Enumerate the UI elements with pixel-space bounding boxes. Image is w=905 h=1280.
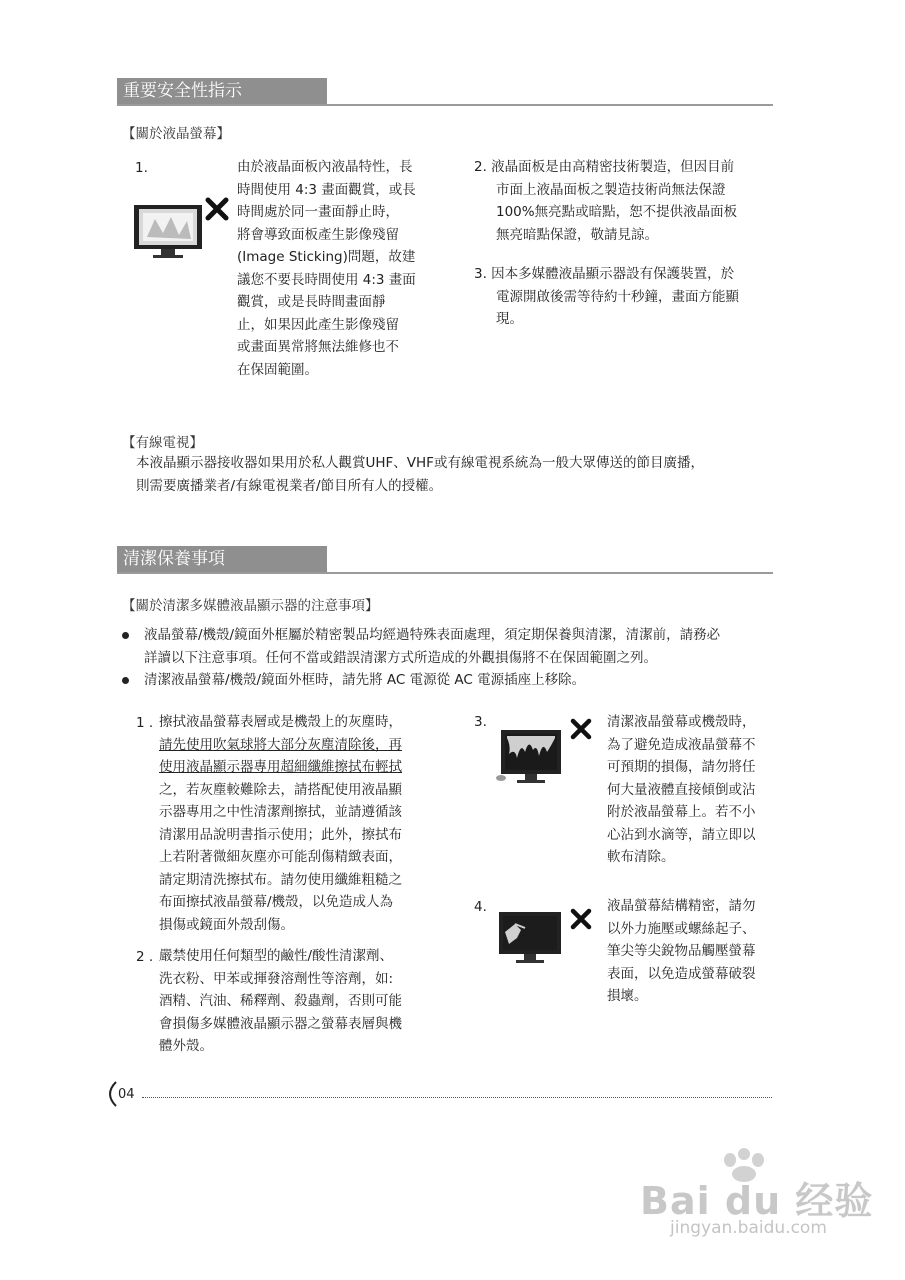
item-number: 1 . <box>136 715 154 731</box>
item-number: 2 . <box>136 949 154 965</box>
page-number: 04 <box>118 1087 135 1102</box>
x-mark-icon <box>204 196 230 226</box>
clean-item3-text: 清潔液晶螢幕或機殼時， 為了避免造成液晶螢幕不 可預期的損傷，請勿將任 何大量液體直接傾倒或沾 附於液晶螢幕上。若不小 心沾到水滴等，請立即以 軟布清除。 <box>607 714 756 865</box>
monitor-icon <box>133 203 203 261</box>
monitor-icon <box>495 910 565 968</box>
section-title-safety: 重要安全性指示 <box>117 78 327 104</box>
bullet-item: 液晶螢幕/機殼/鏡面外框屬於精密製品均經過特殊表面處理，須定期保養與清潔，清潔前，請務必 詳讀以下注意事項。任何不當或錯誤清潔方式所造成的外觀損傷將不在保固範圍之列。 <box>144 627 721 666</box>
cleaning-label: 【關於清潔多媒體液晶顯示器的注意事項】 <box>122 598 379 614</box>
cable-label: 【有線電視】 <box>122 435 203 451</box>
clean-item4-text: 液晶螢幕結構精密，請勿 以外力施壓或螺絲起子、 筆尖等尖銳物品觸壓螢幕 表面，以免造成螢幕破裂 損壞。 <box>607 898 756 1004</box>
clean-item2-text: 嚴禁使用任何類型的鹼性/酸性清潔劑、 洗衣粉、甲苯或揮發溶劑性等溶劑，如: 酒精、汽油、稀釋劑、殺蟲劑，否則可能 會損傷多媒體液晶顯示器之螢幕表層與機 體外殼。 <box>159 948 402 1054</box>
monitor-icon <box>495 728 565 788</box>
footer-rule <box>142 1096 772 1098</box>
watermark-url: jingyan.baidu.com <box>670 1218 827 1238</box>
item3-text: 3. 因本多媒體液晶顯示器設有保護裝置，於 電源開啟後需等待約十秒鐘，畫面方能顯 現。 <box>474 266 739 327</box>
bullet-icon <box>122 632 129 639</box>
section-rule <box>117 572 773 574</box>
page-bracket-icon <box>100 1080 120 1112</box>
bullet-icon <box>122 677 129 684</box>
bullet-item: 清潔液晶螢幕/機殼/鏡面外框時，請先將 AC 電源從 AC 電源插座上移除。 <box>144 672 586 688</box>
cable-text: 本液晶顯示器接收器如果用於私人觀賞UHF、VHF或有線電視系統為一般大眾傳送的節目廣播， 則需要廣播業者/有線電視業者/節目所有人的授權。 <box>136 455 704 494</box>
section-rule <box>117 104 773 106</box>
item2-text: 2. 液晶面板是由高精密技術製造，但因目前 市面上液晶面板之製造技術尚無法保證 100%無亮點或暗點，恕不提供液晶面板 無亮暗點保證，敬請見諒。 <box>474 159 738 243</box>
x-mark-icon <box>569 717 593 745</box>
watermark-brand: Bai du 经验 <box>640 1179 874 1223</box>
item-number: 1. <box>135 160 148 176</box>
clean-item1-text: 擦拭液晶螢幕表層或是機殼上的灰塵時， 請先使用吹氣球將大部分灰塵清除後，再 使用液晶顯示器專用超細纖維擦拭布輕拭 之，若灰塵較難除去，請搭配使用液晶顯 示器專用之中性清潔劑擦拭，並請遵循該 清潔用品說明書指示使用；此外，擦拭布 上若附著微細灰塵亦可能刮傷精緻表面， 請定期清洗擦拭布。請勿使用纖維粗糙之 布面擦拭液晶螢幕/機殼，以免造成人為 損傷或鏡面外殼刮傷。 <box>159 714 402 933</box>
section-title-cleaning: 清潔保養事項 <box>117 546 327 572</box>
item-number: 3. <box>474 714 487 730</box>
item1-text: 由於液晶面板內液晶特性，長 時間使用 4:3 畫面觀賞，或長 時間處於同一畫面靜止時， 將會導致面板產生影像殘留 (Image Sticking)問題，故建 議您不要長時間使用 4:3 畫面 觀賞，或是長時間畫面靜 止，如果因此產生影像殘留 或畫面異常將無法維修也不 在保固範圍。 <box>237 159 416 378</box>
x-mark-icon <box>569 907 593 935</box>
item-number: 4. <box>474 899 487 915</box>
lcd-label: 【關於液晶螢幕】 <box>122 126 230 142</box>
